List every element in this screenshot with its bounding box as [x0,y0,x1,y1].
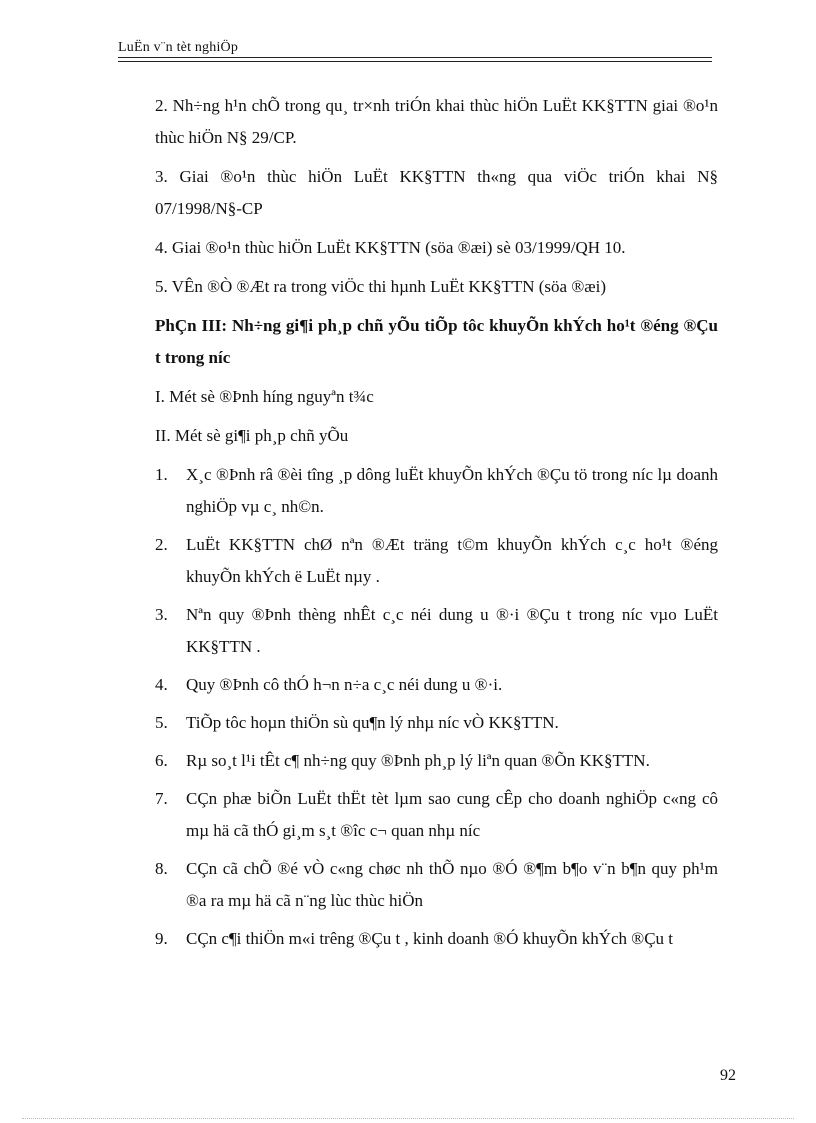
header-rule-top [118,57,712,58]
list-item-number: 9. [155,929,168,948]
list-item [155,459,718,523]
page-body [155,90,718,961]
paragraph-section-3: 3. Giai ®o¹n thùc hiÖn LuËt KK§TTN th«ng qua viÖc triÓn khai N§ 07/1998/N§-CP [155,167,718,218]
list-item-number: 6. [155,751,168,770]
list-item-number: 1. [155,465,168,484]
list-item-text: TiÕp tôc hoµn thiÖn sù qu¶n lý nhµ níc vÒ KK§TTN. [186,713,559,732]
list-item-number: 4. [155,675,168,694]
list-item-text: CÇn phæ biÕn LuËt thËt tèt lµm sao cung cÊp cho doanh nghiÖp c«ng cô mµ hä cã thÓ gi¸m s¸t ®îc c¬ quan nhµ níc [186,789,718,840]
list-item-text: Rµ so¸t l¹i tÊt c¶ nh÷ng quy ®Þnh ph¸p lý liªn quan ®Õn KK§TTN. [186,751,650,770]
list-item [155,853,718,917]
list-item-text: CÇn cã chÕ ®é vÒ c«ng chøc nh thÕ nµo ®Ó ®¶m b¶o v¨n b¶n quy ph¹m ®a ra mµ hä cã n¨ng lùc thùc hiÖn [186,859,718,910]
subheading-orientation: I. Mét sè ®Þnh híng nguyªn t¾c [155,387,374,406]
paragraph-section-2: 2. Nh÷ng h¹n chÕ trong qu¸ tr×nh triÓn khai thùc hiÖn LuËt KK§TTN giai ®o¹n thùc hiÖn N§ 29/CP. [155,96,718,147]
list-item-text: Quy ®Þnh cô thÓ h¬n n÷a c¸c néi dung u ®·i. [186,675,503,694]
paragraph-section-5: 5. VÊn ®Ò ®Æt ra trong viÖc thi hµnh LuËt KK§TTN (söa ®æi) [155,277,606,296]
list-item-number: 3. [155,605,168,624]
list-item [155,783,718,847]
paragraph-section-4: 4. Giai ®o¹n thùc hiÖn LuËt KK§TTN (söa ®æi) sè 03/1999/QH 10. [155,238,626,257]
running-header: LuËn v¨n tèt nghiÖp [118,40,239,55]
list-item-number: 5. [155,713,168,732]
list-item [155,923,718,955]
list-item-text: LuËt KK§TTN chØ nªn ®Æt träng t©m khuyÕn khÝch c¸c ho¹t ®éng khuyÕn khÝch ë LuËt nµy . [186,535,718,586]
page-bottom-divider [22,1118,794,1119]
list-item [155,529,718,593]
list-item-number: 2. [155,535,168,554]
list-item [155,599,718,663]
part-three-heading: PhÇn III: Nh÷ng gi¶i ph¸p chñ yÕu tiÕp tôc khuyÕn khÝch ho¹t ®éng ®Çu t trong níc [155,316,718,367]
list-item-number: 8. [155,859,168,878]
list-item [155,669,718,701]
list-item-text: X¸c ®Þnh râ ®èi tîng ¸p dông luËt khuyÕn khÝch ®Çu tö trong níc lµ doanh nghiÖp vµ c¸ nh©n. [186,465,718,516]
list-item-text: Nªn quy ®Þnh thèng nhÊt c¸c néi dung u ®·i ®Çu t trong níc vµo LuËt KK§TTN . [186,605,718,656]
header-rule-bottom [118,61,712,62]
list-item [155,745,718,777]
subheading-solutions: II. Mét sè gi¶i ph¸p chñ yÕu [155,426,349,445]
list-item [155,707,718,739]
list-item-text: CÇn c¶i thiÖn m«i trêng ®Çu t , kinh doanh ®Ó khuyÕn khÝch ®Çu t [186,929,674,948]
list-item-number: 7. [155,789,168,808]
page-number: 92 [720,1067,736,1084]
